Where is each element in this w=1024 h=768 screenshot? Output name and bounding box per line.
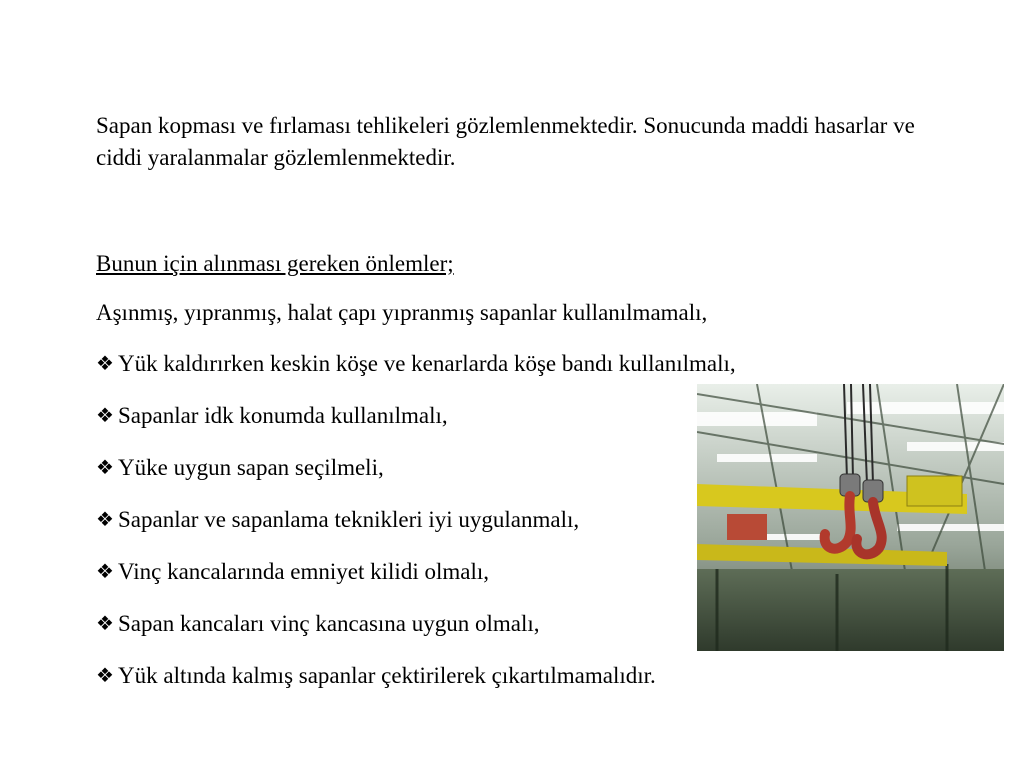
list-item-text: Yüke uygun sapan seçilmeli, bbox=[118, 455, 384, 480]
diamond-bullet-icon: ❖ bbox=[96, 613, 114, 635]
precautions-heading: Bunun için alınması gereken önlemler; bbox=[96, 251, 454, 276]
crane-hook-illustration bbox=[697, 384, 1004, 651]
diamond-bullet-icon: ❖ bbox=[96, 353, 114, 375]
intro-paragraph: Sapan kopması ve fırlaması tehlikeleri gözlemlenmektedir. Sonucunda maddi hasarlar ve ciddi yaralanmalar gözlemlenmektedir. bbox=[96, 113, 915, 170]
precautions-list bbox=[96, 348, 736, 712]
list-item bbox=[96, 400, 736, 452]
list-item-text: Yük kaldırırken keskin köşe ve kenarlarda köşe bandı kullanılmalı, bbox=[118, 351, 736, 376]
list-item-text: Sapanlar ve sapanlama teknikleri iyi uygulanmalı, bbox=[118, 507, 580, 532]
list-item-text: Sapanlar idk konumda kullanılmalı, bbox=[118, 403, 448, 428]
diamond-bullet-icon: ❖ bbox=[96, 405, 114, 427]
first-precaution: Aşınmış, yıpranmış, halat çapı yıpranmış sapanlar kullanılmamalı, bbox=[96, 300, 708, 325]
list-item bbox=[96, 556, 736, 608]
crane-hook-photo bbox=[697, 384, 1004, 651]
list-item bbox=[96, 452, 736, 504]
list-item-text: Vinç kancalarında emniyet kilidi olmalı, bbox=[118, 559, 489, 584]
diamond-bullet-icon: ❖ bbox=[96, 509, 114, 531]
diamond-bullet-icon: ❖ bbox=[96, 561, 114, 583]
list-item-text: Yük altında kalmış sapanlar çektirilerek çıkartılmamalıdır. bbox=[118, 663, 656, 688]
list-item bbox=[96, 608, 736, 660]
list-item bbox=[96, 660, 736, 712]
list-item bbox=[96, 504, 736, 556]
diamond-bullet-icon: ❖ bbox=[96, 457, 114, 479]
list-item bbox=[96, 348, 736, 400]
list-item-text: Sapan kancaları vinç kancasına uygun olmalı, bbox=[118, 611, 540, 636]
diamond-bullet-icon: ❖ bbox=[96, 665, 114, 687]
